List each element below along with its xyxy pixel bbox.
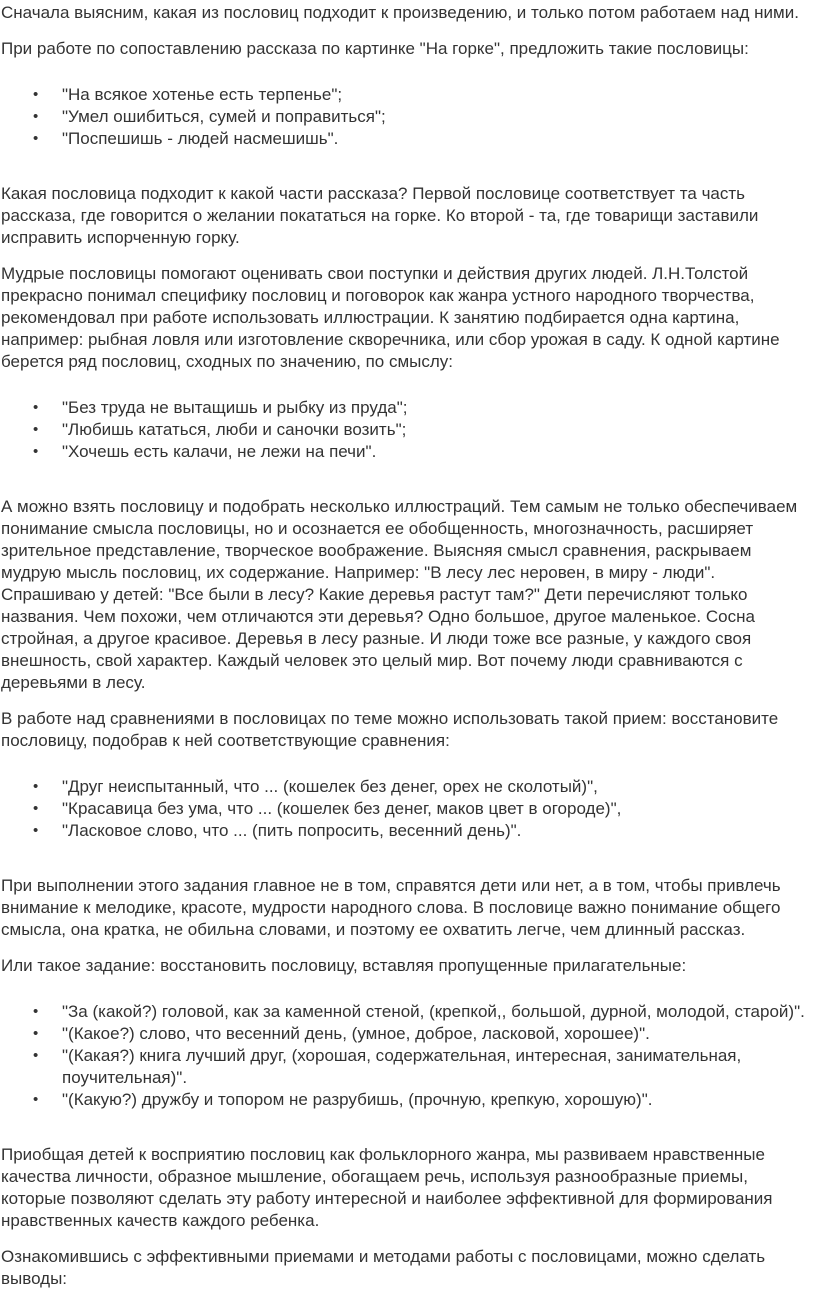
- list-item: • "Друг неиспытанный, что ... (кошелек без денег, орех не сколотый)",: [62, 776, 814, 798]
- list-item: • "Поспешишь - людей насмешишь".: [62, 128, 814, 150]
- paragraph-adjectives-task: Или такое задание: восстановить пословицу, вставляя пропущенные прилагательные:: [1, 956, 687, 975]
- list-item: • "Без труда не вытащишь и рыбку из пруда";: [62, 397, 814, 419]
- list-item: • "Умел ошибиться, сумей и поправиться";: [62, 106, 814, 128]
- list-item: • "Хочешь есть калачи, не лежи на печи".: [62, 441, 814, 463]
- list-item: • "(Какая?) книга лучший друг, (хорошая, содержательная, интересная, занимательная, поучительная)".: [62, 1045, 814, 1089]
- list-item: • "(Какое?) слово, что весенний день, (умное, доброе, ласковой, хорошее)".: [62, 1023, 814, 1045]
- paragraph-conclusions: Ознакомившись с эффективными приемами и методами работы с пословицами, можно сделать выводы:: [1, 1247, 766, 1288]
- paragraph-illustrations: А можно взять пословицу и подобрать несколько иллюстраций. Тем самым не только обеспечиваем понимание смысла пословицы, но и осознается ее обобщенность, многозначность, расширяет зрительное представление, творческое воображение. Выясняя смысл сравнения, раскрываем мудрую мысль пословиц, их содержание. Например: "В лесу лес неровен, в миру - люди". Спрашиваю у детей: "Все были в лесу? Какие деревья растут там?" Дети перечисляют только названия. Чем похожи, чем отличаются эти деревья? Одно большое, другое маленькое. Сосна стройная, а другое красивое. Деревья в лесу разные. И люди тоже все разные, у каждого своя внешность, свой характер. Каждый человек это целый мир. Вот почему люди сравниваются с деревьями в лесу.: [1, 497, 798, 692]
- paragraph-tolstoy: Мудрые пословицы помогают оценивать свои поступки и действия других людей. Л.Н.Толстой прекрасно понимал специфику пословиц и поговорок как жанра устного народного творчества, рекомендовал при работе использовать иллюстрации. К занятию подбирается одна картина, например: рыбная ловля или изготовление скворечника, или сбор урожая в саду. К одной картине берется ряд пословиц, сходных по значению, по смыслу:: [1, 264, 780, 371]
- list-item: • "За (какой?) головой, как за каменной стеной, (крепкой,, большой, дурной, молодой, старой)".: [62, 1001, 814, 1023]
- list-item: • "Красавица без ума, что ... (кошелек без денег, маков цвет в огороде)",: [62, 798, 814, 820]
- proverb-list-comparisons: [1, 766, 814, 861]
- paragraph-task-purpose: При выполнении этого задания главное не в том, справятся дети или нет, а в том, чтобы привлечь внимание к мелодике, красоте, мудрости народного слова. В пословице важно понимание общего смысла, она кратка, не обильна словами, и поэтому ее охватить легче, чем длинный рассказ.: [1, 876, 781, 939]
- paragraph-folklore: Приобщая детей к восприятию пословиц как фольклорного жанра, мы развиваем нравственные качества личности, образное мышление, обогащаем речь, используя разнообразные приемы, которые позволяют сделать эту работу интересной и наиболее эффективной для формирования нравственных качеств каждого ребенка.: [1, 1145, 773, 1230]
- list-item: • "(Какую?) дружбу и топором не разрубишь, (прочную, крепкую, хорошую)".: [62, 1089, 814, 1111]
- paragraph-story-parts: Какая пословица подходит к какой части рассказа? Первой пословице соответствует та часть рассказа, где говорится о желании покататься на горке. Ко второй - та, где товарищи заставили исправить испорченную горку.: [1, 184, 759, 247]
- proverb-list-picture: [1, 387, 814, 482]
- proverb-list-adjectives: [1, 991, 814, 1130]
- list-item: • "Любишь кататься, люби и саночки возить";: [62, 419, 814, 441]
- list-item: • "На всякое хотенье есть терпенье";: [62, 84, 814, 106]
- paragraph-intro: Сначала выясним, какая из пословиц подходит к произведению, и только потом работаем над ними.: [1, 3, 799, 22]
- list-item: • "Ласковое слово, что ... (пить попросить, весенний день)".: [62, 820, 814, 842]
- paragraph-comparisons: В работе над сравнениями в пословицах по теме можно использовать такой прием: восстановите пословицу, подобрав к ней соответствующие сравнения:: [1, 709, 779, 750]
- paragraph-na-gorke: При работе по сопоставлению рассказа по картинке "На горке", предложить такие пословицы:: [1, 39, 749, 58]
- proverb-list-na-gorke: [1, 74, 814, 169]
